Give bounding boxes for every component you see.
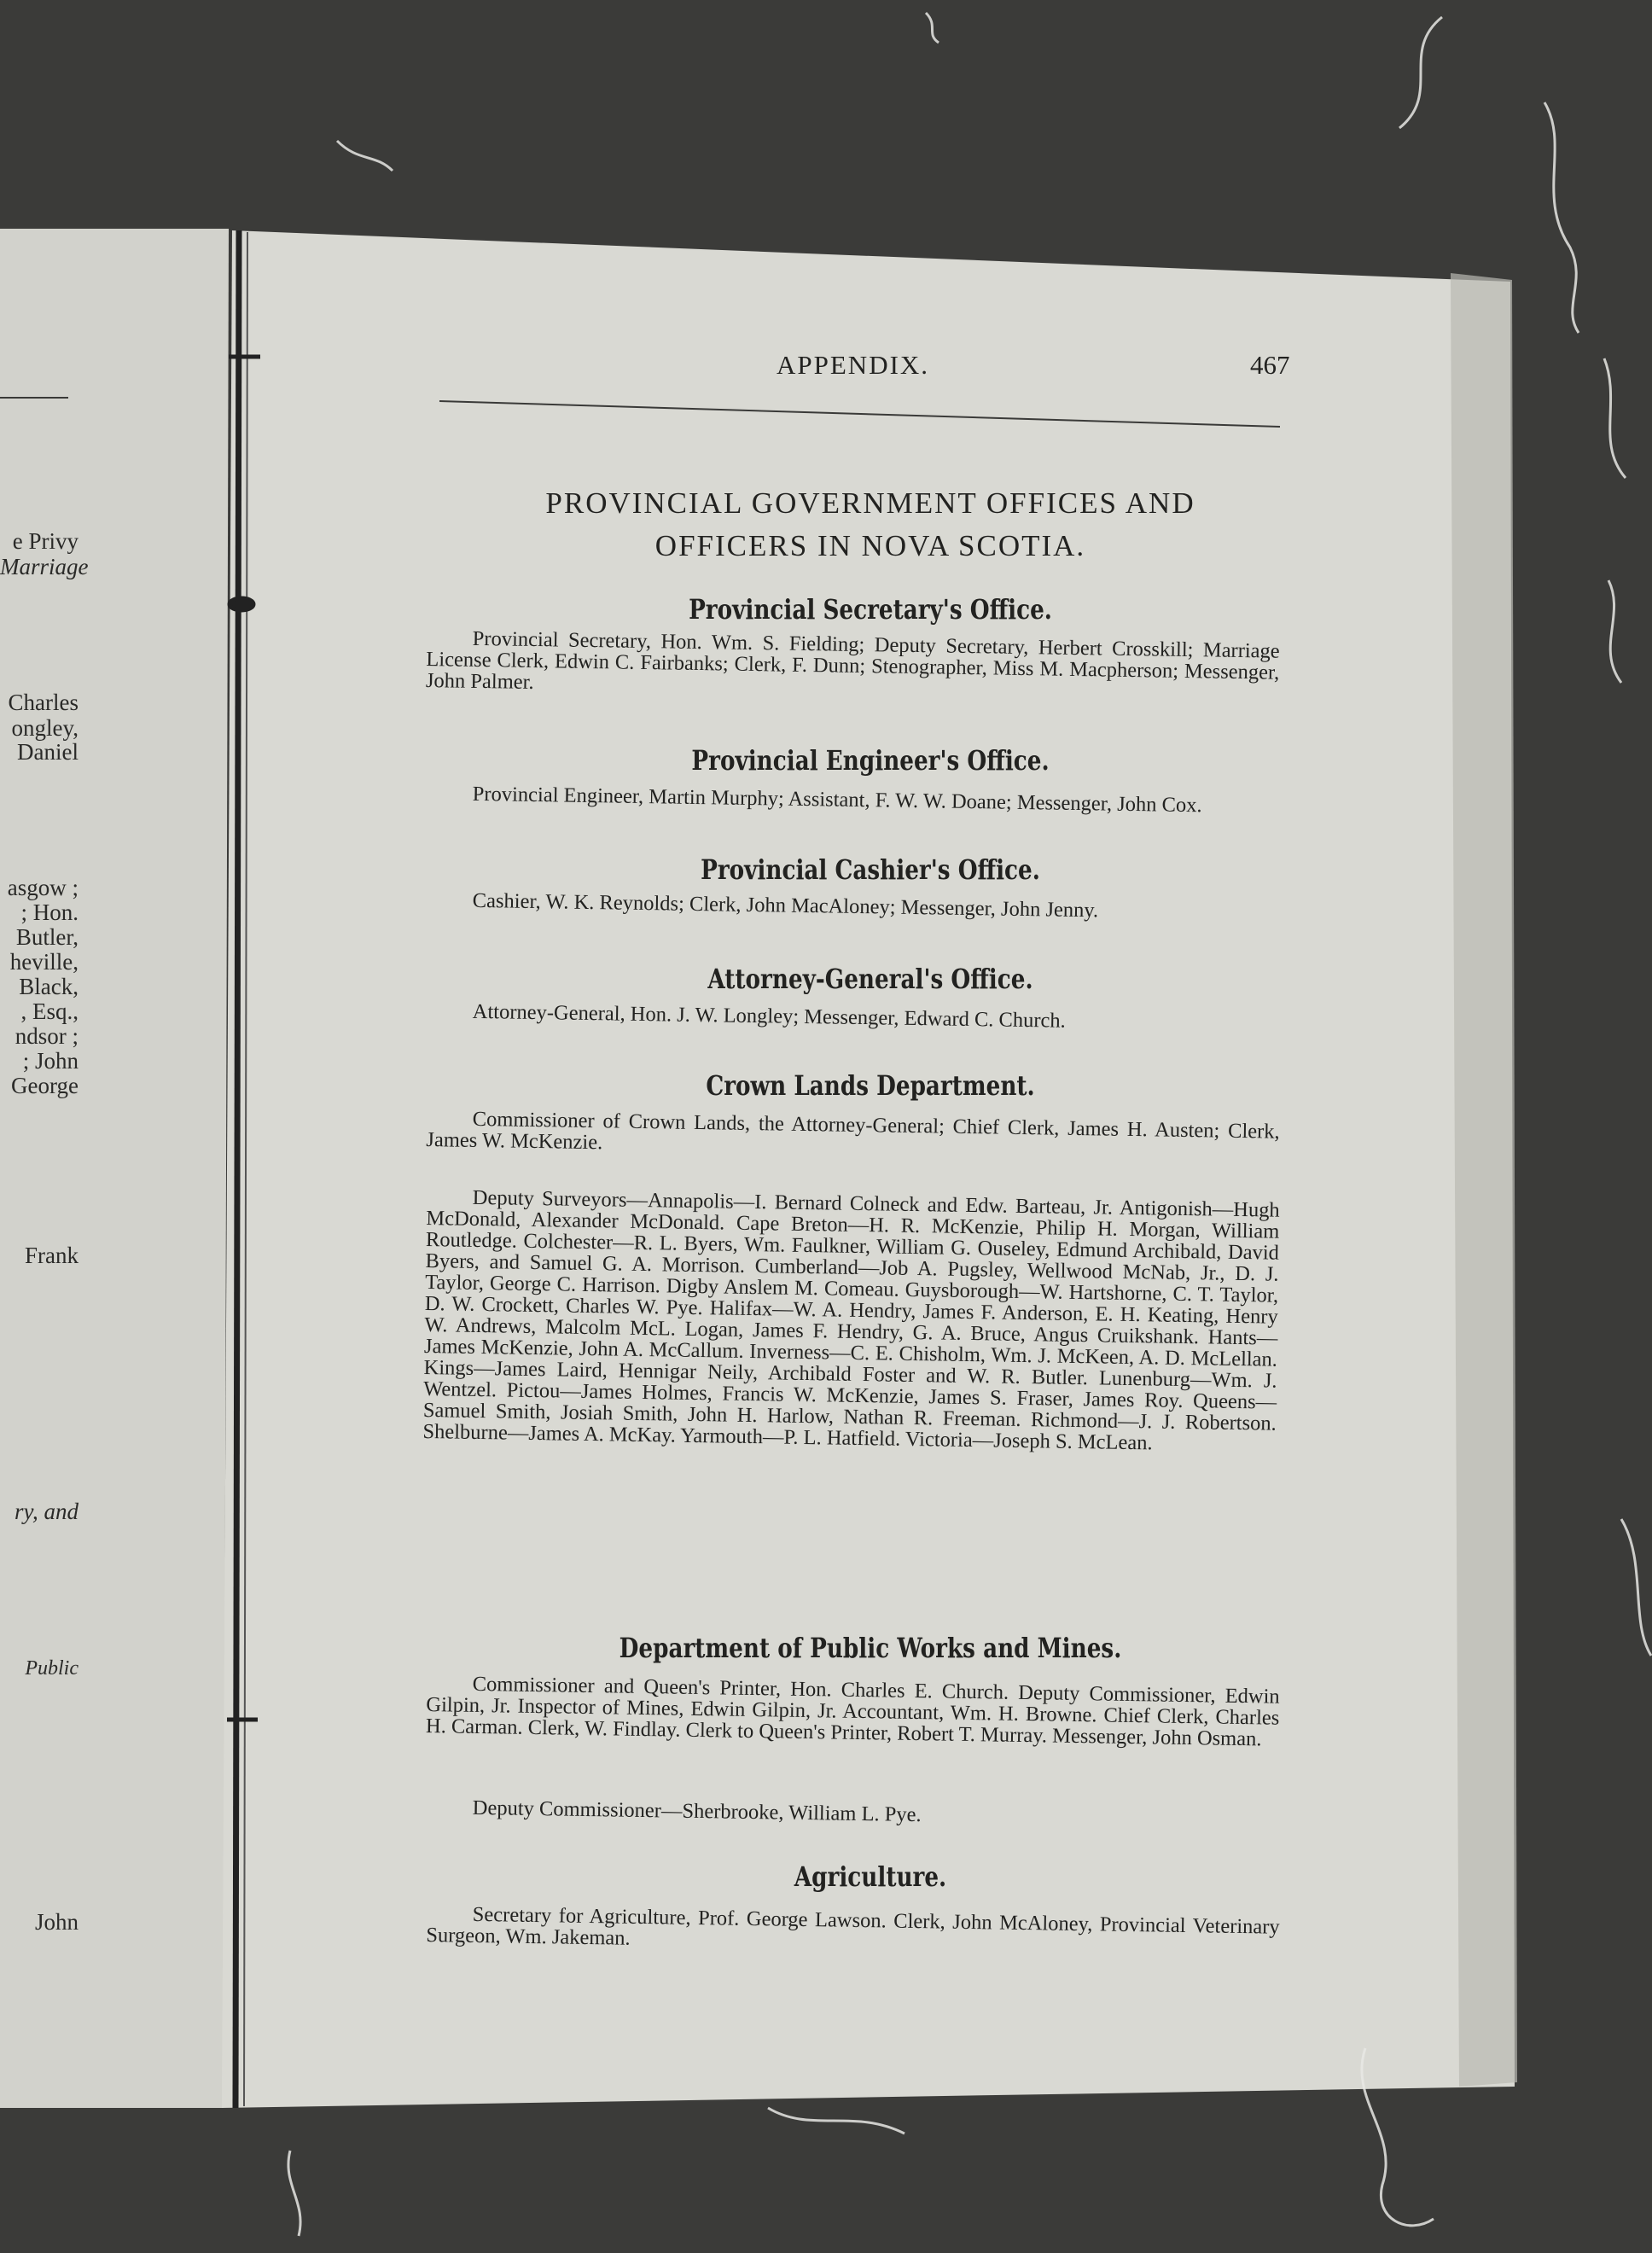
section-heading-attorney: Attorney-General's Office. [707, 963, 1033, 995]
left-fragment: ry, and [14, 1499, 79, 1524]
left-fragment: Butler, [15, 924, 79, 950]
page-title-line1: PROVINCIAL GOVERNMENT OFFICES AND [545, 486, 1195, 520]
section-body-cashier: Cashier, W. K. Reynolds; Clerk, John MacAloney; Messenger, John Jenny. [472, 888, 1099, 923]
section-deputy-public-works: Deputy Commissioner—Sherbrooke, William L. Pye. [472, 1796, 922, 1827]
left-fragment: Marriage [0, 554, 89, 579]
left-fragment: George [11, 1073, 79, 1098]
left-fragment: ongley, [11, 715, 79, 741]
left-fragment: Daniel [17, 739, 79, 765]
section-surveyors-crown-lands: Deputy Surveyors—Annapolis—I. Bernard Colneck and Edw. Barteau, Jr. Antigonish—Hugh McDonald, Alexander McDonald. Cape Breton—H. R. McKenzie, Philip H. Morgan, William Routledge. Colchester—R. L. Byers, Wm. Faulkner, William G. Ouseley, Edmund Archibald, David Byers, and Samuel G. A. Morrison. Cumberland—Job A. Pugsley, Wellwood McNab, Jr., D. J. Taylor, George C. Harrison. Digby Anslem M. Comeau. Guysborough—W. Hartshorne, C. T. Taylor, D. W. Crockett, Charles W. Pye. Halifax—W. A. Hendry, James F. Anderson, E. H. Keating, Henry W. Andrews, Malcolm McL. Logan, James F. Hendry, G. A. Bruce, Angus Cruikshank. Hants—James McKenzie, John A. McCallum. Inverness—C. E. Chisholm, Wm. J. McKeen, A. D. McLellan. Kings—James Laird, Hennigar Neily, Archibald Foster and W. R. Butler. Lunenburg—Wm. J. Wentzel. Pictou—James Holmes, Francis W. McKenzie, James S. Fraser, James Roy. Queens—Samuel Smith, Josiah Smith, John H. Harlow, Nathan R. Freeman. Richmond—J. J. Robertson. Shelburne—James A. McKay. Yarmouth—P. L. Hatfield. Victoria—Joseph S. McLean. [422, 1185, 1280, 1455]
left-fragment: Black, [19, 974, 79, 999]
left-fragment: Public [25, 1657, 79, 1680]
right-page [410, 324, 1297, 2031]
running-header: APPENDIX. [777, 350, 930, 380]
left-fragment: ; Hon. [20, 899, 79, 925]
section-body-public-works: Commissioner and Queen's Printer, Hon. Charles E. Church. Deputy Commissioner, Edwin Gilpin, Jr. Inspector of Mines, Edwin Gilpin, Jr. Accountant, Wm. H. Browne. Chief Clerk, Charles H. Carman. Clerk, W. Findlay. Clerk to Queen's Printer, Robert T. Murray. Messenger, John Osman. [425, 1672, 1280, 1751]
left-fragment: ; John [22, 1048, 79, 1074]
section-heading-crown-lands: Crown Lands Department. [706, 1069, 1035, 1102]
section-body-engineer: Provincial Engineer, Martin Murphy; Assistant, F. W. W. Doane; Messenger, John Cox. [472, 782, 1202, 818]
left-fragment: Charles [8, 690, 79, 715]
left-fragment: Frank [25, 1243, 79, 1268]
section-heading-cashier: Provincial Cashier's Office. [701, 853, 1040, 886]
section-body-attorney: Attorney-General, Hon. J. W. Longley; Messenger, Edward C. Church. [472, 999, 1067, 1033]
section-heading-public-works: Department of Public Works and Mines. [619, 1632, 1122, 1664]
section-body-agriculture: Secretary for Agriculture, Prof. George Lawson. Clerk, John McAloney, Provincial Veterinary Surgeon, Wm. Jakeman. [426, 1902, 1280, 1950]
left-fragment: John [34, 1909, 79, 1935]
section-heading-agriculture: Agriculture. [794, 1860, 947, 1893]
section-body-secretary: Provincial Secretary, Hon. Wm. S. Fielding; Deputy Secretary, Herbert Crosskill; Marriage License Clerk, Edwin C. Fairbanks; Clerk, F. Dunn; Stenographer, Miss M. Macpherson; Messenger, John Palmer. [425, 626, 1280, 694]
page-number: 467 [1250, 350, 1290, 380]
left-fragment: asgow ; [7, 875, 79, 900]
left-fragment: ndsor ; [15, 1023, 79, 1049]
left-fragment: e Privy [12, 528, 79, 554]
section-heading-secretary: Provincial Secretary's Office. [689, 593, 1052, 626]
section-body-crown-lands: Commissioner of Crown Lands, the Attorney-General; Chief Clerk, James H. Austen; Clerk, James W. McKenzie. [426, 1107, 1280, 1155]
page-title [461, 482, 1280, 568]
page-title-line2: OFFICERS IN NOVA SCOTIA. [654, 529, 1086, 562]
section-heading-engineer: Provincial Engineer's Office. [691, 744, 1050, 777]
left-fragment: heville, [9, 949, 79, 975]
left-fragment: , Esq., [20, 998, 79, 1024]
